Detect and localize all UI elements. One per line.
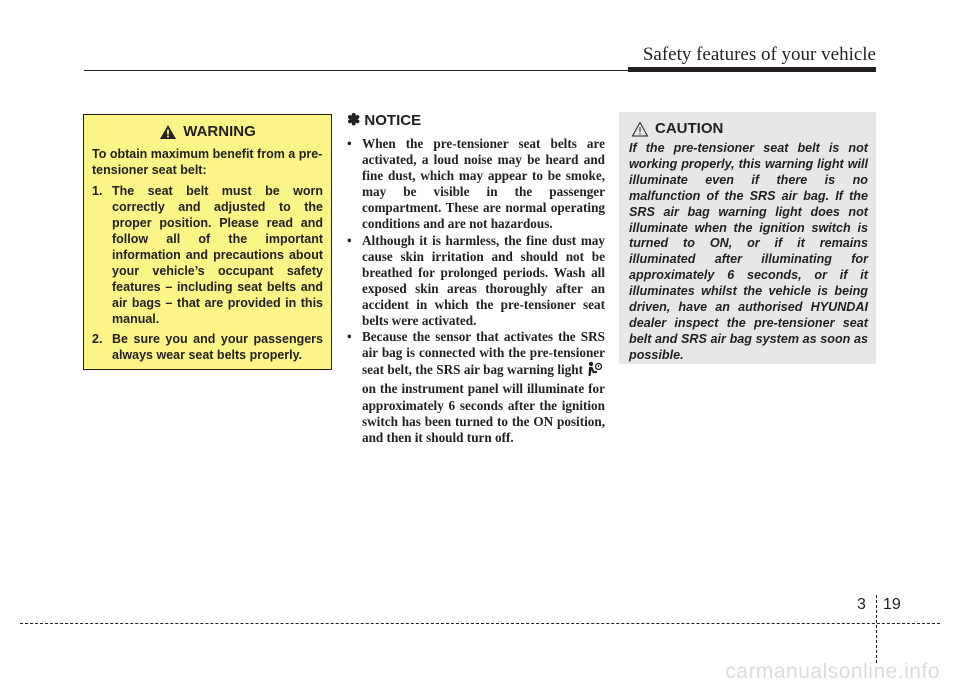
caution-text: If the pre-tensioner seat belt is not working properly, this warning light will illuminate even if there is no malfunction of the SRS air bag. If the SRS air bag warning light does not illuminate when the ignition switch is turned to ON, or if it remains illuminated after illuminating for approximately 6 seconds, or if it illuminates whilst the vehicle is being driven, have an authorised HYUNDAI dealer inspect the pre-tensioner seat belt and SRS air bag system as soon as possible. [629, 141, 868, 362]
bullet-dot: • [347, 329, 352, 345]
watermark: carmanualsonline.info [725, 660, 940, 683]
airbag-warning-icon [586, 361, 602, 381]
notice-bullet-2 [347, 233, 605, 330]
warning-item-1 [92, 183, 323, 327]
footer-divider [876, 595, 877, 663]
notice-section [347, 112, 605, 446]
caution-heading [629, 120, 868, 138]
warning-heading [92, 123, 323, 141]
notice-heading-label: NOTICE [364, 112, 422, 129]
warning-box [83, 114, 332, 370]
notice-heading [347, 112, 605, 130]
notice-bullet-text-part: on the instrument panel will illuminate for approximately 6 seconds after the ignition switch has been turned to the ON position, and then it should turn off. [362, 381, 605, 445]
caution-triangle-icon [631, 121, 649, 137]
warning-item-2 [92, 331, 323, 363]
notice-bullet-3 [347, 329, 605, 446]
warning-item-number: 1. [92, 184, 103, 198]
header-accent-rule [628, 67, 876, 72]
warning-intro: To obtain maximum benefit from a pre-tensioner seat belt: [92, 147, 323, 177]
caution-heading-label: CAUTION [655, 120, 724, 137]
notice-bullet-text: When the pre-tensioner seat belts are activated, a loud noise may be heard and fine dust, which may appear to be smoke, may be visible in the passenger compartment. These are normal operating conditions and are not hazardous. [362, 136, 605, 232]
footer-rule [20, 623, 940, 624]
warning-item-number: 2. [92, 332, 103, 346]
page-number: 19 [883, 596, 901, 613]
notice-bullet-text-part: Because the sensor that activates the SRS air bag is connected with the pre-tensioner seat belt, the SRS air bag warning light [362, 329, 605, 378]
bullet-dot: • [347, 232, 352, 248]
notice-star-icon: ✽ [347, 112, 361, 129]
bullet-dot: • [347, 136, 352, 151]
section-title: Safety features of your vehicle [642, 44, 876, 65]
caution-box [619, 112, 876, 364]
warning-heading-label: WARNING [183, 123, 256, 140]
warning-item-text: The seat belt must be worn correctly and adjusted to the proper position. Please read and follow all of the important information and precautions about your vehicle’s occupant safety features – including seat belts and air bags – that are provided in this manual. [112, 184, 323, 326]
warning-triangle-icon [159, 124, 177, 140]
chapter-number: 3 [857, 596, 866, 613]
notice-bullet-text [362, 329, 605, 446]
warning-item-text: Be sure you and your passengers always wear seat belts properly. [112, 332, 323, 362]
notice-bullet-1 [347, 136, 605, 233]
notice-bullet-text: Although it is harmless, the fine dust may cause skin irritation and should not be breathed for prolonged periods. Wash all exposed skin areas thoroughly after an accident in which the pre-tensioner seat belts were activated. [362, 232, 605, 329]
